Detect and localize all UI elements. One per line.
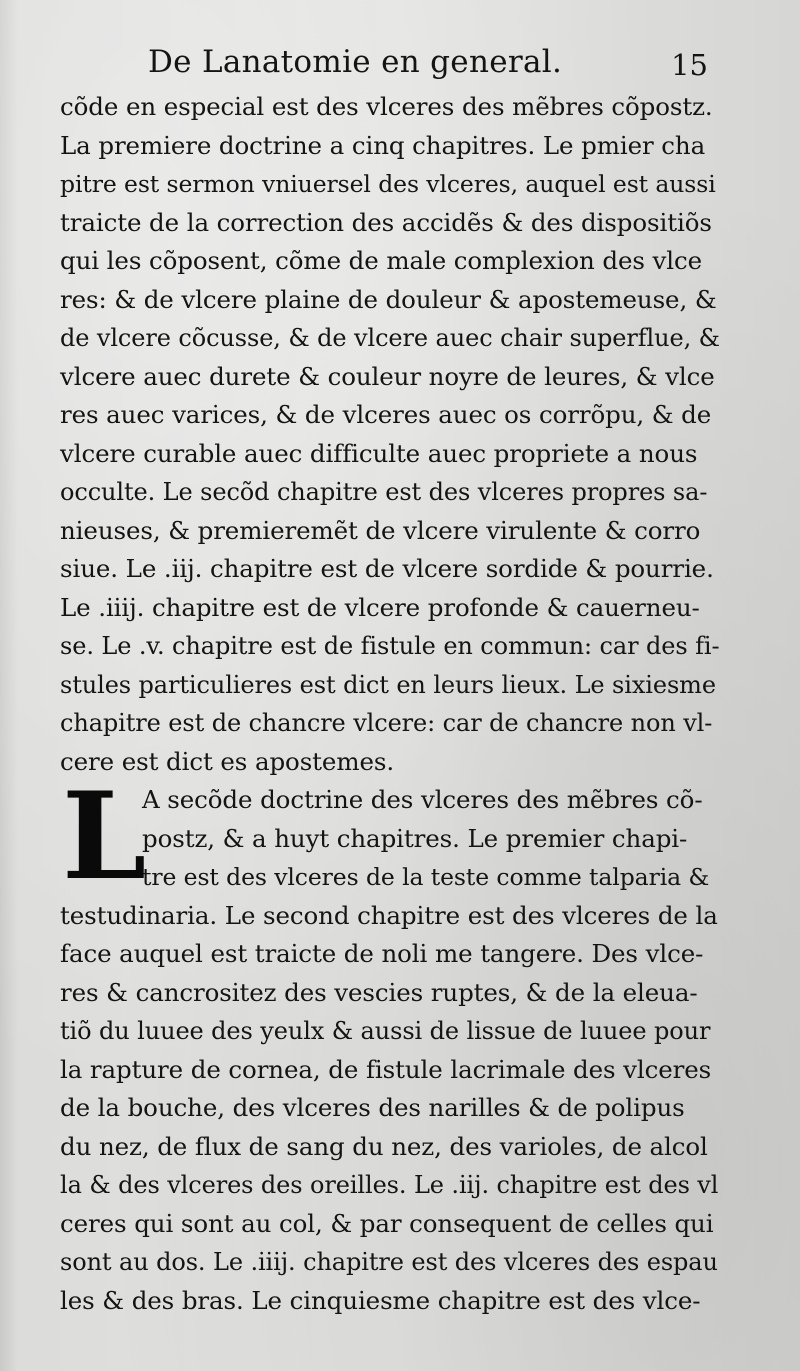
text-line: pitre est sermon vniuersel des vlceres, auquel est aussi [60,170,716,198]
text-line: cere est dict es apostemes. [60,746,395,776]
text-line: ceres qui sont au col, & par consequent de celles qui [60,1208,714,1238]
text-line: nieuses, & premieremẽt de vlcere virulente & corro [60,515,701,545]
text-line: A secõde doctrine des vlceres des mẽbres cõ- [142,785,703,814]
running-title: De Lanatomie en general. [148,44,563,80]
body-text [60,88,720,1320]
page-number: 15 [671,48,708,82]
text-line: se. Le .v. chapitre est de fistule en commun: car des fi- [60,632,720,660]
text-line: du nez, de flux de sang du nez, des varioles, de alcol [60,1131,708,1161]
text-line: La premiere doctrine a cinq chapitres. Le pmier cha [60,130,706,160]
text-line: res & cancrositez des vescies ruptes, & de la eleua- [60,977,698,1007]
text-line: traicte de la correction des accidẽs & des dispositiõs [60,207,712,237]
text-line: occulte. Le secõd chapitre est des vlceres propres sa- [60,478,708,506]
drop-cap-initial: L [62,766,147,907]
text-line: testudinaria. Le second chapitre est des vlceres de la [60,900,718,930]
text-line: chapitre est de chancre vlcere: car de chancre non vl- [60,709,713,737]
text-line: la rapture de cornea, de fistule lacrimale des vlceres [60,1054,712,1084]
text-line: vlcere auec durete & couleur noyre de leures, & vlce [60,361,715,391]
text-line: postz, & a huyt chapitres. Le premier chapi- [142,823,688,853]
text-line: res: & de vlcere plaine de douleur & apostemeuse, & [60,284,717,314]
text-line: les & des bras. Le cinquiesme chapitre est des vlce- [60,1285,701,1315]
text-line: cõde en especial est des vlceres des mẽbres cõpostz. [60,92,713,121]
text-line: de vlcere cõcusse, & de vlcere auec chair superflue, & [60,324,720,352]
text-line: tiõ du luuee des yeulx & aussi de lissue de luuee pour [60,1017,711,1045]
text-line: la & des vlceres des oreilles. Le .iij. chapitre est des vl [60,1171,719,1199]
text-line: vlcere curable auec difficulte auec propriete a nous [60,438,698,468]
text-line: face auquel est traicte de noli me tangere. Des vlce- [60,939,704,968]
text-line: de la bouche, des vlceres des narilles & de polipus [60,1093,685,1122]
text-line: tre est des vlceres de la teste comme talparia & [142,863,710,891]
text-line: sont au dos. Le .iiij. chapitre est des vlceres des espau [60,1248,718,1276]
text-line: siue. Le .iij. chapitre est de vlcere sordide & pourrie. [60,554,714,583]
paragraph-second-doctrine [60,766,719,1320]
text-line: Le .iiij. chapitre est de vlcere profonde & cauerneu- [60,592,700,622]
text-line: qui les cõposent, cõme de male complexion des vlce [60,246,703,275]
paragraph-first-doctrine [60,88,720,781]
text-line: res auec varices, & de vlceres auec os corrõpu, & de [60,400,712,429]
text-line: stules particulieres est dict en leurs lieux. Le sixiesme [60,670,716,699]
running-head [60,38,708,88]
